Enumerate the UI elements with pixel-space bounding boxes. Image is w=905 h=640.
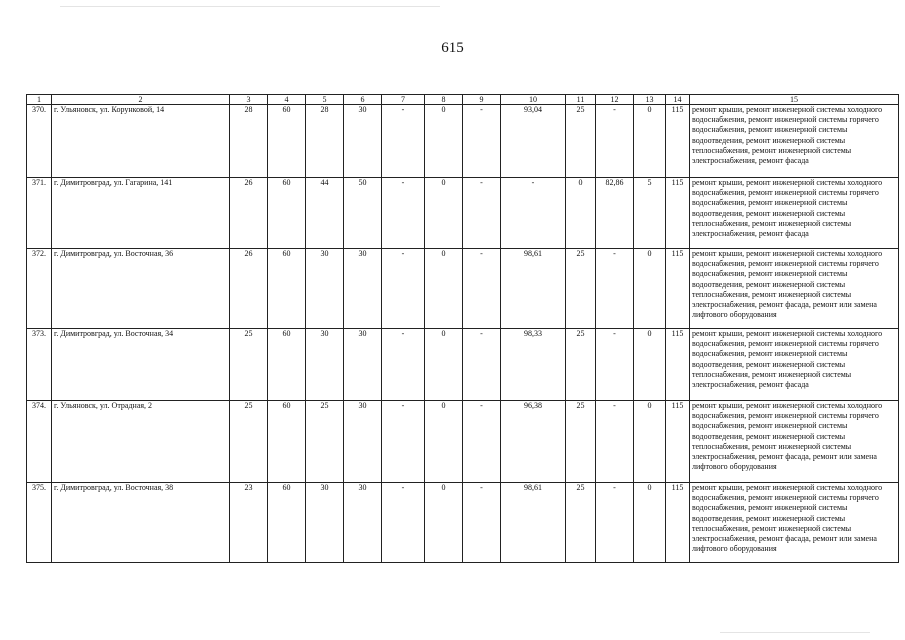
works-list-cell: ремонт крыши, ремонт инженерной системы холодного водоснабжения, ремонт инженерной системы горячего водоснабжения, ремонт инженерной системы водоотведения, ремонт инженерной системы теплоснабжения, ремонт инженерной системы электроснабжения, ремонт фасада xyxy=(690,105,899,178)
column-header: 14 xyxy=(666,95,690,105)
column-header: 2 xyxy=(52,95,230,105)
value-cell: - xyxy=(596,249,634,329)
value-cell: - xyxy=(463,249,501,329)
value-cell: 0 xyxy=(425,329,463,401)
value-cell: - xyxy=(463,105,501,178)
table-row xyxy=(27,401,899,483)
row-number-cell: 370. xyxy=(27,105,52,178)
column-header: 15 xyxy=(690,95,899,105)
value-cell: - xyxy=(596,105,634,178)
value-cell: - xyxy=(596,329,634,401)
scan-artifact xyxy=(60,6,440,7)
column-header: 1 xyxy=(27,95,52,105)
column-header: 5 xyxy=(306,95,344,105)
column-header: 12 xyxy=(596,95,634,105)
value-cell: 30 xyxy=(344,249,382,329)
value-cell: 60 xyxy=(268,329,306,401)
address-cell: г. Ульяновск, ул. Корунковой, 14 xyxy=(52,105,230,178)
value-cell: 26 xyxy=(230,249,268,329)
column-header: 10 xyxy=(501,95,566,105)
value-cell: - xyxy=(382,401,425,483)
value-cell: 0 xyxy=(425,178,463,249)
header-row xyxy=(27,95,899,105)
column-header: 8 xyxy=(425,95,463,105)
column-header: 3 xyxy=(230,95,268,105)
value-cell: 60 xyxy=(268,178,306,249)
value-cell: - xyxy=(382,178,425,249)
address-cell: г. Димитровград, ул. Восточная, 34 xyxy=(52,329,230,401)
row-number-cell: 373. xyxy=(27,329,52,401)
value-cell: 0 xyxy=(634,401,666,483)
value-cell: 0 xyxy=(634,105,666,178)
value-cell: 23 xyxy=(230,483,268,563)
value-cell: 0 xyxy=(425,105,463,178)
value-cell: 60 xyxy=(268,483,306,563)
address-cell: г. Димитровград, ул. Восточная, 38 xyxy=(52,483,230,563)
value-cell: 5 xyxy=(634,178,666,249)
value-cell: 0 xyxy=(425,483,463,563)
table-row xyxy=(27,105,899,178)
value-cell: 25 xyxy=(566,401,596,483)
value-cell: 0 xyxy=(425,249,463,329)
column-header: 6 xyxy=(344,95,382,105)
column-header: 9 xyxy=(463,95,501,105)
value-cell: 60 xyxy=(268,401,306,483)
row-number-cell: 374. xyxy=(27,401,52,483)
value-cell: 98,33 xyxy=(501,329,566,401)
value-cell: 44 xyxy=(306,178,344,249)
value-cell: - xyxy=(501,178,566,249)
column-header: 7 xyxy=(382,95,425,105)
value-cell: 28 xyxy=(230,105,268,178)
table-row xyxy=(27,483,899,563)
value-cell: 30 xyxy=(306,329,344,401)
value-cell: 28 xyxy=(306,105,344,178)
value-cell: 50 xyxy=(344,178,382,249)
value-cell: 25 xyxy=(306,401,344,483)
value-cell: 0 xyxy=(634,329,666,401)
value-cell: 25 xyxy=(566,249,596,329)
works-list-cell: ремонт крыши, ремонт инженерной системы холодного водоснабжения, ремонт инженерной системы горячего водоснабжения, ремонт инженерной системы водоотведения, ремонт инженерной системы теплоснабжения, ремонт инженерной системы электроснабжения, ремонт фасада xyxy=(690,329,899,401)
value-cell: 96,38 xyxy=(501,401,566,483)
column-header: 4 xyxy=(268,95,306,105)
table-row xyxy=(27,178,899,249)
value-cell: 115 xyxy=(666,483,690,563)
row-number-cell: 375. xyxy=(27,483,52,563)
value-cell: - xyxy=(382,249,425,329)
value-cell: - xyxy=(596,483,634,563)
value-cell: 25 xyxy=(230,329,268,401)
value-cell: 115 xyxy=(666,401,690,483)
row-number-cell: 372. xyxy=(27,249,52,329)
value-cell: 26 xyxy=(230,178,268,249)
works-list-cell: ремонт крыши, ремонт инженерной системы холодного водоснабжения, ремонт инженерной системы горячего водоснабжения, ремонт инженерной системы водоотведения, ремонт инженерной системы теплоснабжения, ремонт инженерной системы электроснабжения, ремонт фасада, ремонт или замена лифтового оборудования xyxy=(690,249,899,329)
value-cell: 98,61 xyxy=(501,483,566,563)
value-cell: 25 xyxy=(566,105,596,178)
value-cell: 25 xyxy=(566,329,596,401)
value-cell: - xyxy=(382,329,425,401)
value-cell: 98,61 xyxy=(501,249,566,329)
value-cell: 30 xyxy=(306,249,344,329)
value-cell: - xyxy=(463,483,501,563)
column-header: 13 xyxy=(634,95,666,105)
value-cell: 0 xyxy=(634,249,666,329)
value-cell: 60 xyxy=(268,249,306,329)
value-cell: - xyxy=(463,401,501,483)
value-cell: 93,04 xyxy=(501,105,566,178)
table-row xyxy=(27,249,899,329)
works-list-cell: ремонт крыши, ремонт инженерной системы холодного водоснабжения, ремонт инженерной системы горячего водоснабжения, ремонт инженерной системы водоотведения, ремонт инженерной системы теплоснабжения, ремонт инженерной системы электроснабжения, ремонт фасада, ремонт или замена лифтового оборудования xyxy=(690,483,899,563)
value-cell: 115 xyxy=(666,249,690,329)
repair-program-table xyxy=(26,94,899,563)
value-cell: 30 xyxy=(306,483,344,563)
value-cell: - xyxy=(463,329,501,401)
value-cell: 30 xyxy=(344,329,382,401)
value-cell: 30 xyxy=(344,483,382,563)
value-cell: 25 xyxy=(230,401,268,483)
value-cell: 30 xyxy=(344,105,382,178)
value-cell: - xyxy=(382,105,425,178)
value-cell: 0 xyxy=(425,401,463,483)
column-header: 11 xyxy=(566,95,596,105)
value-cell: 115 xyxy=(666,329,690,401)
value-cell: 25 xyxy=(566,483,596,563)
table-row xyxy=(27,329,899,401)
value-cell: - xyxy=(596,401,634,483)
value-cell: - xyxy=(463,178,501,249)
value-cell: 82,86 xyxy=(596,178,634,249)
value-cell: 115 xyxy=(666,105,690,178)
works-list-cell: ремонт крыши, ремонт инженерной системы холодного водоснабжения, ремонт инженерной системы горячего водоснабжения, ремонт инженерной системы водоотведения, ремонт инженерной системы теплоснабжения, ремонт инженерной системы электроснабжения, ремонт фасада, ремонт или замена лифтового оборудования xyxy=(690,401,899,483)
address-cell: г. Димитровград, ул. Восточная, 36 xyxy=(52,249,230,329)
value-cell: 60 xyxy=(268,105,306,178)
works-list-cell: ремонт крыши, ремонт инженерной системы холодного водоснабжения, ремонт инженерной системы горячего водоснабжения, ремонт инженерной системы водоотведения, ремонт инженерной системы теплоснабжения, ремонт инженерной системы электроснабжения, ремонт фасада xyxy=(690,178,899,249)
row-number-cell: 371. xyxy=(27,178,52,249)
scan-artifact xyxy=(720,632,870,633)
value-cell: 0 xyxy=(566,178,596,249)
value-cell: 30 xyxy=(344,401,382,483)
address-cell: г. Димитровград, ул. Гагарина, 141 xyxy=(52,178,230,249)
address-cell: г. Ульяновск, ул. Отрадная, 2 xyxy=(52,401,230,483)
value-cell: 0 xyxy=(634,483,666,563)
page-number: 615 xyxy=(441,40,464,56)
value-cell: - xyxy=(382,483,425,563)
value-cell: 115 xyxy=(666,178,690,249)
